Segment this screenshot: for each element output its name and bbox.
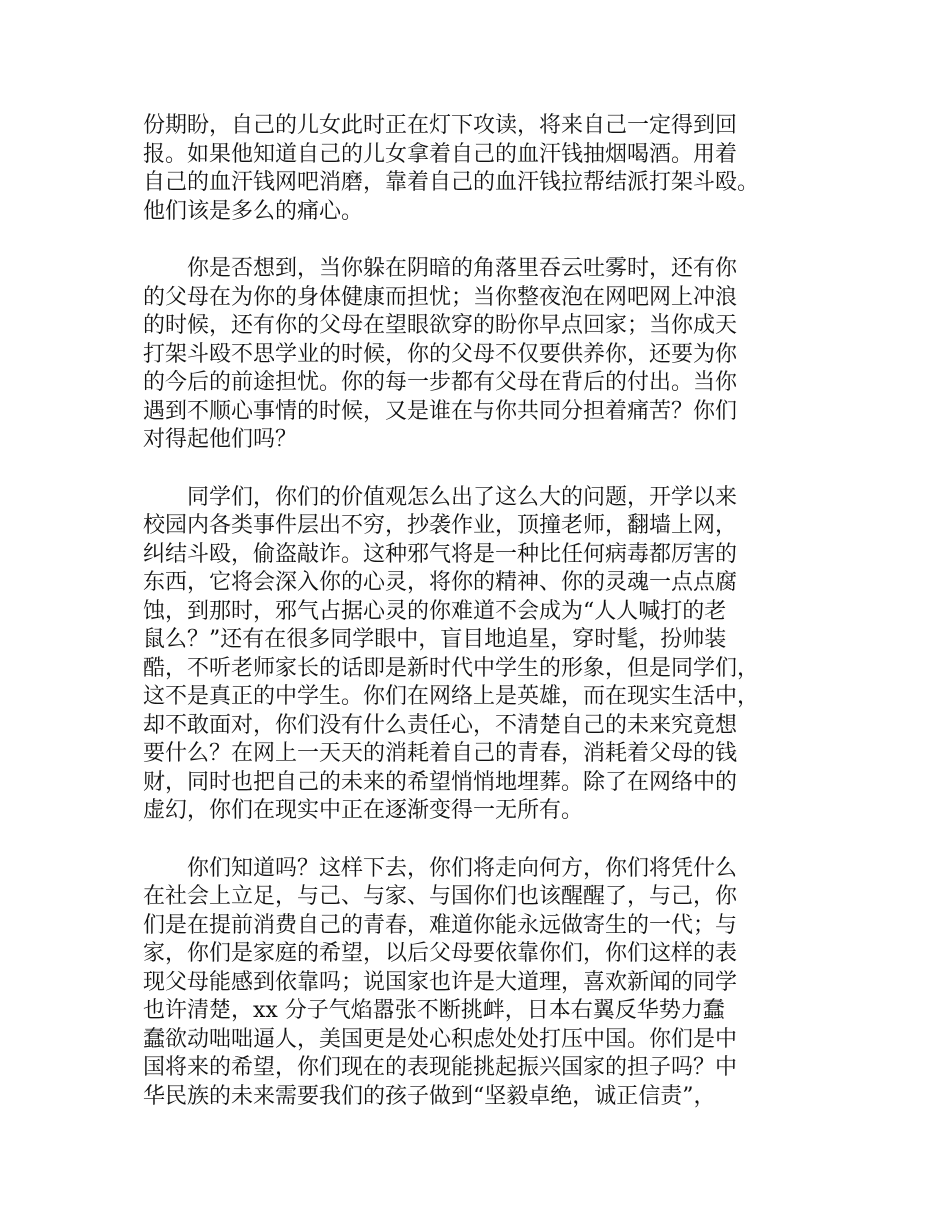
text-line: 你是否想到，当你躲在阴暗的角落里吞云吐雾时，还有你 <box>187 256 738 281</box>
paragraph-4 <box>143 855 823 1112</box>
text-line: 蠢欲动咄咄逼人，美国更是处心积虑处处打压中国。你们是中 <box>143 1026 738 1052</box>
text-line: 也许清楚，xx 分子气焰嚣张不断挑衅，日本右翼反华势力蠢 <box>143 998 725 1023</box>
text-line: 国将来的希望，你们现在的表现能挑起振兴国家的担子吗？中 <box>143 1055 738 1080</box>
text-line: 华民族的未来需要我们的孩子做到“坚毅卓绝，诚正信责”， <box>143 1083 716 1109</box>
text-line: 份期盼，自己的儿女此时正在灯下攻读，将来自己一定得到回 <box>143 113 738 138</box>
text-line: 的时候，还有你的父母在望眼欲穿的盼你早点回家；当你成天 <box>143 313 738 338</box>
text-line: 同学们，你们的价值观怎么出了这么大的问题，开学以来 <box>187 484 738 510</box>
paragraph-1 <box>143 112 823 226</box>
text-line: 你们知道吗？这样下去，你们将走向何方，你们将凭什么 <box>187 855 738 881</box>
text-line: 蚀，到那时，邪气占据心灵的你难道不会成为“人人喊打的老 <box>143 598 727 624</box>
text-line: 报。如果他知道自己的儿女拿着自己的血汗钱抽烟喝酒。用着 <box>143 141 738 167</box>
text-line: 在社会上立足，与己、与家、与国你们也该醒醒了，与己，你 <box>143 884 738 909</box>
text-line: 现父母能感到依靠吗；说国家也许是大道理，喜欢新闻的同学 <box>143 969 738 995</box>
text-line: 自己的血汗钱网吧消磨，靠着自己的血汗钱拉帮结派打架斗殴。 <box>143 170 760 195</box>
document-page <box>143 112 823 1140</box>
text-line: 遇到不顺心事情的时候，又是谁在与你共同分担着痛苦？你们 <box>143 398 738 424</box>
paragraph-3 <box>143 484 823 826</box>
text-line: 东西，它将会深入你的心灵，将你的精神、你的灵魂一点点腐 <box>143 570 738 595</box>
text-line: 鼠么？”还有在很多同学眼中，盲目地追星，穿时髦，扮帅装 <box>143 627 727 652</box>
text-line: 纠结斗殴，偷盗敲诈。这种邪气将是一种比任何病毒都厉害的 <box>143 541 738 567</box>
text-line: 却不敢面对，你们没有什么责任心，不清楚自己的未来究竟想 <box>143 712 738 738</box>
text-line: 打架斗殴不思学业的时候，你的父母不仅要供养你，还要为你 <box>143 341 738 367</box>
text-line: 对得起他们吗？ <box>143 427 298 452</box>
text-line: 他们该是多么的痛心。 <box>143 198 364 224</box>
text-line: 酷，不听老师家长的话即是新时代中学生的形象，但是同学们， <box>143 655 760 681</box>
text-line: 校园内各类事件层出不穷，抄袭作业，顶撞老师，翻墙上网， <box>143 513 738 538</box>
text-line: 的父母在为你的身体健康而担忧；当你整夜泡在网吧网上冲浪 <box>143 284 738 310</box>
text-line: 财，同时也把自己的未来的希望悄悄地埋葬。除了在网络中的 <box>143 769 738 795</box>
text-line: 们是在提前消费自己的青春，难道你能永远做寄生的一代；与 <box>143 912 738 938</box>
paragraph-2 <box>143 255 823 455</box>
text-line: 虚幻，你们在现实中正在逐渐变得一无所有。 <box>143 798 584 823</box>
text-line: 要什么？在网上一天天的消耗着自己的青春，消耗着父母的钱 <box>143 741 738 766</box>
text-line: 的今后的前途担忧。你的每一步都有父母在背后的付出。当你 <box>143 370 738 395</box>
text-line: 家，你们是家庭的希望，以后父母要依靠你们，你们这样的表 <box>143 941 738 966</box>
text-line: 这不是真正的中学生。你们在网络上是英雄，而在现实生活中， <box>143 684 760 709</box>
